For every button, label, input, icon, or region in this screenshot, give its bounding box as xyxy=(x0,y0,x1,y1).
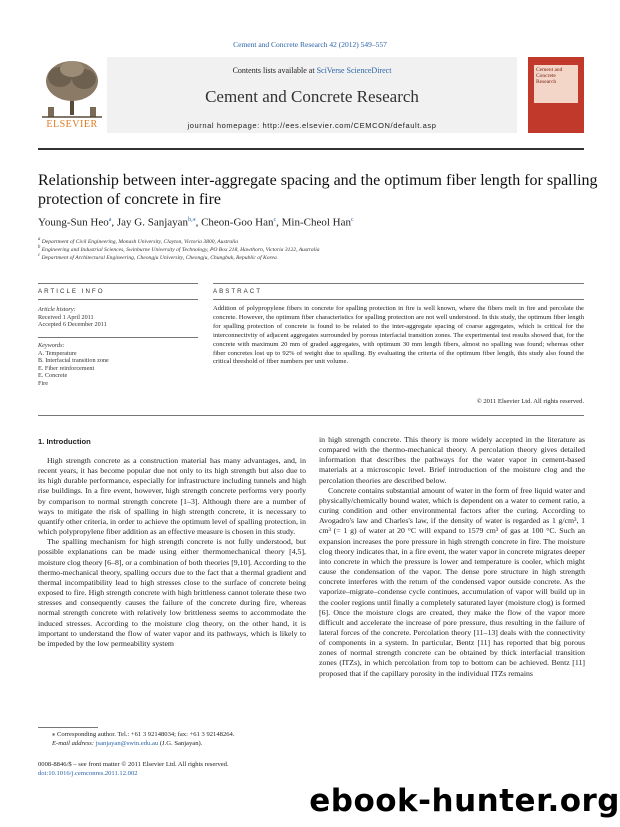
author-name: Cheon-Goo Han xyxy=(201,216,274,229)
paragraph: in high strength concrete. This theory is more widely accepted in the literature as compared with the thermo-mechanical theory. A percolation theory gives detailed information that describes the pathways for the water vapor in cement-based materials at a microscopic level. Brief introduction of the moisture clog and the percolation theories are described below. xyxy=(319,435,585,485)
info-rule xyxy=(38,299,198,300)
watermark-text: ebook-hunter.org xyxy=(309,783,620,819)
journal-cover xyxy=(528,57,584,133)
article-history xyxy=(38,306,107,329)
history-label: Article history: xyxy=(38,306,76,313)
header-rule xyxy=(38,148,584,150)
left-column xyxy=(38,456,306,649)
affiliation-text: Department of Architectural Engineering, Cheongju University, Cheongju, Chungbuk, Republic of Korea xyxy=(41,254,277,261)
email-link[interactable]: jsanjayan@swin.edu.au xyxy=(95,740,159,747)
paragraph: Concrete contains substantial amount of water in the form of free liquid water and physically/chemically bound water, which is dependent on a water to cement ratio, a curing condition and other environmental factors after the curing. According to Avogadro's law and Charles's law, if the density of water is regarded as 1 g/cm³, 1 cm³ (= 1 g) of water at 20 °C will expand to 1579 cm³ of gas at 100 °C. Such an expansion increases the pore pressure in high strength concrete in fire. The moisture clog theory indicates that, in a fire event, the water vapor in concrete migrates deeper into concrete in which the pressure is lower and temperature is cooler, which might cause the condensation of the vapor. The dense pore structure in high strength concrete interferes with the return of the condensed vapor outside concrete. As the vaporize–migrate–condense cycle continues, accumulation of vapor will build up in the cooler regions until finally a completely saturated layer (moisture clog) is formed [6]. Once the moisture clogs are created, they make the flow of the vapor more difficult and accelerate the increase of pore pressure, thus resulting in the failure of lateral forces of the concrete. Percolation theory [11–13] deals with the connectivity of components in a system. In particular, Bentz [11] has reported that big porous zones of normal strength concrete can be obtained by thick interfacial transition zones (ITZs), in which percolation from top to bottom can be achieved. Bentz [11] proposed that if the capillary porosity in the individual ITZs remains xyxy=(319,485,585,678)
received-date: Received 1 April 2011 xyxy=(38,313,94,321)
homepage-url[interactable]: http://ees.elsevier.com/CEMCON/default.asp xyxy=(262,121,437,130)
author-sup[interactable]: c xyxy=(351,217,354,223)
email-label: E-mail address: xyxy=(52,740,95,747)
author-sup[interactable]: b,⁎ xyxy=(188,217,196,223)
issn-line: 0008-8846/$ – see front matter © 2011 Elsevier Ltd. All rights reserved. xyxy=(38,761,229,768)
author-name: Young-Sun Heo xyxy=(38,216,109,229)
abstract-rule-top xyxy=(213,283,584,284)
footnote-email-line xyxy=(52,739,292,748)
paragraph: The spalling mechanism for high strength concrete is not fully understood, but possible explanations can be made using either thermomechanical theory [4,5], moisture clog theory [6–8], or a combination of both theories [9,10]. According to the thermo-mechanical theory, spalling occurs due to the fact that a thermal gradient and thermal incompatibility lead to high stresses close to the surface of concrete being exposed to fire. High strength concrete with high brittleness cannot tolerate these two stresses and consequently causes the failure of the concrete during fire, whereas normal strength concrete with relatively low brittleness seems to accommodate the induced stresses. According to the moisture clog theory, on the other hand, it is important to understand the flow of water vapor and its pathways, which is likely to be impeded by the low permeability system xyxy=(38,537,306,648)
abstract-rule-bottom xyxy=(38,415,584,416)
email-suffix: (J.G. Sanjayan). xyxy=(159,740,203,747)
contents-line xyxy=(107,66,517,75)
elsevier-wordmark: ELSEVIER xyxy=(46,119,98,130)
author-sup[interactable]: c xyxy=(273,217,277,223)
keyword: E. Concrete xyxy=(38,372,68,380)
journal-title: Cement and Concrete Research xyxy=(205,87,419,106)
section-heading: 1. Introduction xyxy=(38,437,91,446)
sciencedirect-link[interactable]: SciVerse ScienceDirect xyxy=(316,66,392,75)
author-name: Min-Cheol Han xyxy=(281,216,351,229)
accepted-date: Accepted 6 December 2011 xyxy=(38,321,107,329)
abstract-heading: ABSTRACT xyxy=(213,288,263,295)
abstract-rule xyxy=(213,299,584,300)
journal-citation[interactable]: Cement and Concrete Research 42 (2012) 549–557 xyxy=(233,40,387,49)
affiliation-text: Department of Civil Engineering, Monash University, Clayton, Victoria 3800, Australia xyxy=(41,238,239,245)
author-sup[interactable]: a xyxy=(108,217,112,223)
info-rule xyxy=(38,337,198,338)
right-column xyxy=(319,435,585,679)
affiliation-sup: a xyxy=(38,237,41,242)
article-info-heading: ARTICLE INFO xyxy=(38,288,105,295)
contents-prefix: Contents lists available at xyxy=(232,66,315,75)
article-title: Relationship between inter-aggregate spacing and the optimum fiber length for spalling protection of concrete in fire xyxy=(38,172,598,208)
info-rule-top xyxy=(38,283,198,284)
affiliation xyxy=(38,253,277,261)
affiliation-sup: c xyxy=(38,253,41,258)
corresponding-footnote xyxy=(52,730,292,748)
author-list: Young-Sun Heo$^a$, Jay G. Sanjayan$^{b,⁎}$, Cheon-Goo Han$^c$, Min-Cheol Han$^c$ xyxy=(38,216,354,229)
keyword: A. Temperature xyxy=(38,349,77,357)
homepage-prefix: journal homepage: xyxy=(187,121,260,130)
author-name: Jay G. Sanjayan xyxy=(116,216,189,229)
affiliation-text: Engineering and Industrial Sciences, Swinburne University of Technology, PO Box 218, Hawthorn, Victoria 3122, Australia xyxy=(41,246,320,253)
paragraph: High strength concrete as a construction material has many advantages, and, in recent years, it has become popular due not only to its high strength but also due to its high durable performance, especially for infrastructure including tunnels and high rise buildings. In a fire event, however, high strength concrete performs very poorly by comparison to normal strength concrete [1–3]. Although there are a number of ways to mitigate the risk of spalling in high strength concrete, it is necessary to quantify other criteria, in order to achieve the optimum level of spalling protection, in which polypropylene fiber addition as an effective measure is chosen in this study. xyxy=(38,456,306,537)
keyword: Fire xyxy=(38,379,48,387)
footnote-rule xyxy=(38,727,98,728)
abstract-copyright: © 2011 Elsevier Ltd. All rights reserved. xyxy=(476,398,584,405)
elsevier-logo xyxy=(38,57,106,129)
affiliation-sup: b xyxy=(38,245,41,250)
affiliation xyxy=(38,237,238,245)
keywords-label: Keywords: xyxy=(38,342,65,349)
affiliation xyxy=(38,245,320,253)
journal-homepage xyxy=(107,121,517,130)
cover-title: Cement and Concrete Research xyxy=(536,67,563,85)
footnote-contact: ⁎ Corresponding author. Tel.: +61 3 92148034; fax: +61 3 92148264. xyxy=(52,731,235,738)
abstract-text: Addition of polypropylene fibers in concrete for spalling protection in fire is well known, where the fibers melt in fire and percolate the concrete. However, the optimum fiber characteristics for spalling protection are not well understood. In this study, the optimum fiber length for spalling protection of concrete is found to be related to the inter-aggregate spacing of coarse aggregates, which is critical for the interconnectivity of adjacent aggregates surrounded by porous interfacial transition zones. The experimental test results showed that, for the concrete with maximum 20 mm of graded aggregates, with optimum 30 mm length fibers, almost no spalling was found; whereas other fiber concretes lost up to 92% of weight due to spalling. By evaluating the criteria of the optimum fiber length, this study also found the critical threshold of fiber numbers per unit volume. xyxy=(213,305,584,366)
doi-link[interactable]: doi:10.1016/j.cemconres.2011.12.002 xyxy=(38,770,138,777)
front-matter xyxy=(38,760,298,778)
keywords xyxy=(38,342,109,388)
keyword: E. Fiber reinforcement xyxy=(38,364,95,372)
keyword: B. Interfacial transition zone xyxy=(38,357,109,365)
